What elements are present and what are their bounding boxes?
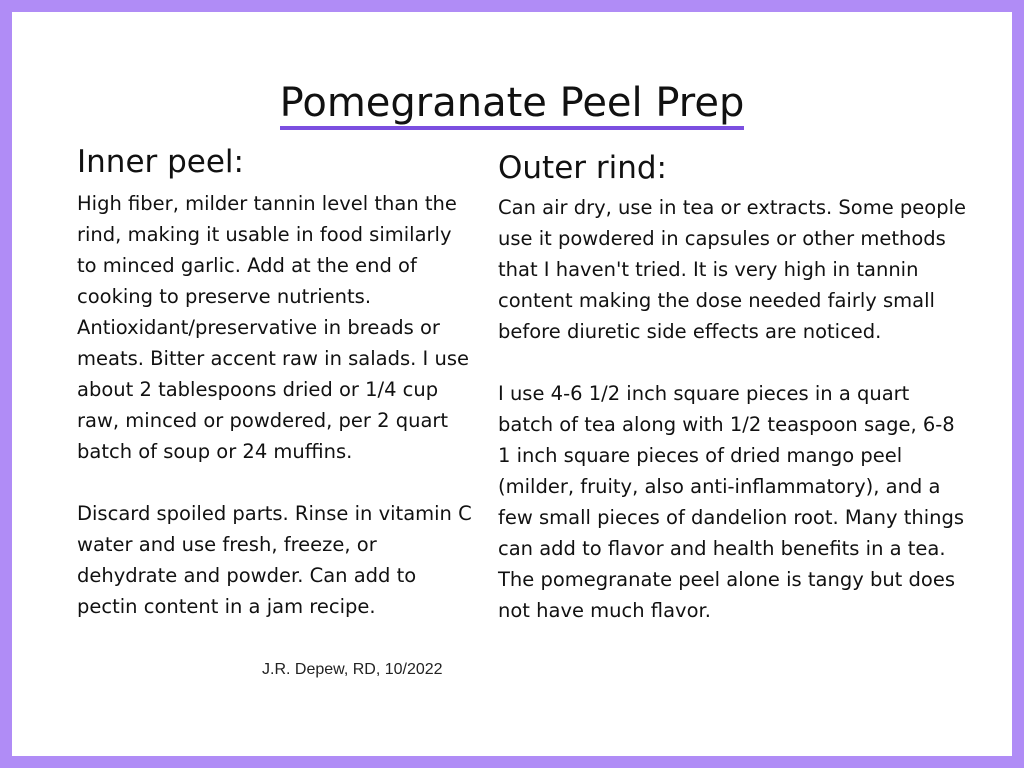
- outer-rind-section: [498, 148, 968, 626]
- paragraph-spacer: [498, 347, 968, 378]
- inner-peel-paragraph-1: High fiber, milder tannin level than the rind, making it usable in food similarly to minced garlic. Add at the end of cooking to preserve nutrients. Antioxidant/preservative in breads or meats. Bitter accent raw in salads. I use about 2 tablespoons dried or 1/4 cup raw, minced or powdered, per 2 quart batch of soup or 24 muffins.: [77, 192, 469, 463]
- paragraph-spacer: [77, 467, 477, 498]
- page-title: [0, 78, 1024, 130]
- outer-rind-paragraph-2: I use 4-6 1/2 inch square pieces in a quart batch of tea along with 1/2 teaspoon sage, 6-8 1 inch square pieces of dried mango peel (milder, fruity, also anti-inflammatory), and a few small pieces of dandelion root. Many things can add to flavor and health benefits in a tea. The pomegranate peel alone is tangy but does not have much flavor.: [498, 382, 965, 622]
- inner-peel-paragraph-2: Discard spoiled parts. Rinse in vitamin C water and use fresh, freeze, or dehydrate and powder. Can add to pectin content in a jam recipe.: [77, 502, 472, 618]
- inner-peel-heading: Inner peel:: [77, 144, 244, 180]
- inner-peel-section: [77, 142, 477, 622]
- outer-rind-heading: Outer rind:: [498, 150, 668, 186]
- author-signature: J.R. Depew, RD, 10/2022: [262, 661, 443, 678]
- outer-rind-paragraph-1: Can air dry, use in tea or extracts. Some people use it powdered in capsules or other methods that I haven't tried. It is very high in tannin content making the dose needed fairly small before diuretic side effects are noticed.: [498, 196, 966, 343]
- page-title-text: Pomegranate Peel Prep: [280, 80, 745, 130]
